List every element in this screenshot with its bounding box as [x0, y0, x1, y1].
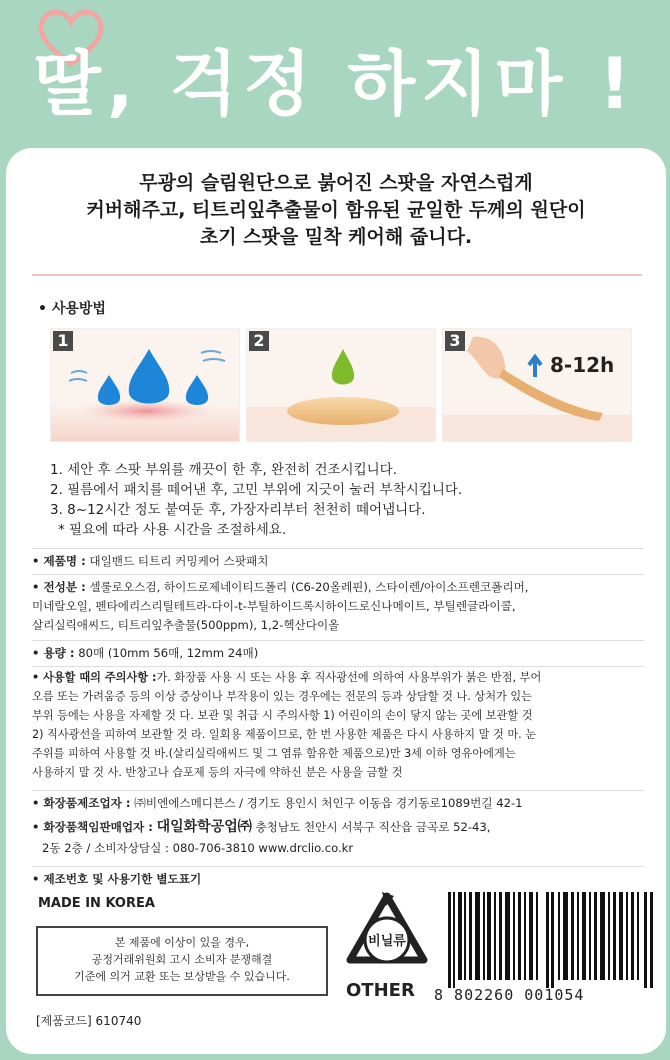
step-item: 1. 세안 후 스팟 부위를 깨끗이 한 후, 완전히 건조시킵니다. [50, 462, 397, 478]
headline: 딸, 걱정 하지마 ! [33, 43, 637, 125]
usage-panel-1 [50, 328, 240, 442]
spec-value: 충청남도 천안시 서북구 직산읍 금곡로 52-43, [255, 820, 491, 834]
made-in: MADE IN KOREA [38, 896, 155, 911]
divider [32, 548, 644, 549]
usage-panel-2 [246, 328, 436, 442]
spec-value: • 제조번호 및 사용기한 별도표기 [32, 872, 202, 886]
ingredients [32, 578, 644, 635]
spec-value: 주위를 피하여 사용할 것 바.(살리실릭애씨드 및 그 염류 함유한 제품으로)만 3세 이하 영유아에게는 [32, 747, 516, 760]
usage-title: • 사용방법 [38, 301, 106, 317]
spec-label: • 전성분 : [32, 580, 86, 594]
spec-value: 살리실릭애씨드, 티트리잎추출물(500ppm), 1,2-헥산다이올 [32, 618, 340, 632]
barcode [446, 892, 656, 988]
info-card [6, 148, 666, 1054]
spec-value: 부위 등에는 사용을 자제할 것 다. 보관 및 취급 시 주의사항 1) 어린이의 손이 닿지 않는 곳에 보관할 것 [32, 709, 533, 722]
spec-label: • 화장품책임판매업자 : [32, 820, 153, 834]
volume [32, 644, 644, 663]
usage-panel-3 [442, 328, 632, 442]
spec-value: 80매 (10mm 56매, 12mm 24매) [78, 646, 259, 660]
spec-label: • 용량 : [32, 646, 75, 660]
step-number: 2 [249, 331, 269, 351]
seller [32, 818, 644, 858]
duration-label: 8-12h [550, 353, 615, 377]
peel-patch-icon [443, 329, 632, 442]
spec-value: ㈜비엔에스메디븐스 / 경기도 용인시 처인구 이동읍 경기동로1089번길 42-1 [134, 796, 523, 810]
spec-label: • 제품명 : [32, 554, 86, 568]
recycle-label: 비닐류 [368, 934, 406, 949]
water-drops-icon [51, 329, 240, 442]
divider [32, 790, 644, 791]
recycle-icon [342, 890, 432, 990]
spec-value: 2동 2층 / 소비자상담실 : 080-706-3810 www.drclio.co.kr [42, 841, 354, 855]
product-code: [제품코드] 610740 [36, 1014, 142, 1028]
step-item: 3. 8~12시간 정도 붙여둔 후, 가장자리부터 천천히 떼어냅니다. [50, 502, 426, 518]
caution [32, 668, 644, 782]
intro-line: 무광의 슬림원단으로 붉어진 스팟을 자연스럽게 [139, 172, 533, 194]
divider [32, 574, 644, 575]
intro-text [26, 170, 646, 251]
intro-line: 커버해주고, 티트리잎추출물이 함유된 균일한 두께의 원단이 [86, 199, 586, 221]
spec-label: • 화장품제조업자 : [32, 796, 131, 810]
patch-drop-icon [247, 329, 436, 442]
divider [32, 274, 642, 276]
divider [32, 640, 644, 641]
divider [32, 666, 644, 667]
recycle-type: OTHER [346, 980, 415, 1001]
divider [32, 866, 644, 867]
spec-value: 오름 또는 가려움증 등의 이상 증상이나 부작용이 있는 경우에는 전문의 등과 상담할 것 나. 상처가 있는 [32, 690, 532, 703]
spec-value: 가. 화장품 사용 시 또는 사용 후 직사광선에 의하여 사용부위가 붉은 반점, 부어 [156, 671, 542, 684]
spec-value: 2) 직사광선을 피하여 보관할 것 라. 일회용 제품이므로, 한 번 사용한 제품은 다시 사용하지 말 것 마. 눈 [32, 728, 537, 741]
spec-label: • 사용할 때의 주의사항 : [32, 671, 157, 684]
step-note: * 필요에 따라 사용 시간을 조절하세요. [58, 522, 287, 538]
barcode-number: 8 802260 001054 [434, 986, 585, 1004]
spec-value: 셀룰로오스검, 하이드로제네이티드폴리 (C6-20올레핀), 스타이렌/아이소프렌코폴리머, [89, 580, 529, 594]
notice-line: 기준에 의거 교환 또는 보상받을 수 있습니다. [74, 970, 290, 983]
spec-value: 사용하지 말 것 사. 반창고나 습포제 등의 자극에 약하신 분은 사용을 금할 것 [32, 766, 403, 779]
spec-value: 대일밴드 티트리 커밍케어 스팟패치 [89, 554, 269, 568]
seller-brand: 대일화학공업㈜ [156, 819, 252, 835]
consumer-notice [36, 926, 328, 996]
notice-line: 본 제품에 이상이 있을 경우, [114, 936, 250, 949]
step-item: 2. 필름에서 패치를 떼어낸 후, 고민 부위에 지긋이 눌러 부착시킵니다. [50, 482, 463, 498]
spec-value: 미네랄오일, 펜타에리스리틸테트라-다이-t-부틸하이드록시하이드로신나메이트, 부틸렌글라이콜, [32, 599, 516, 613]
lot-note [32, 870, 644, 889]
notice-line: 공정거래위원회 고시 소비자 분쟁해결 [91, 953, 273, 966]
usage-steps [50, 460, 462, 540]
product-name [32, 552, 644, 571]
step-number: 1 [53, 331, 73, 351]
step-number: 3 [445, 331, 465, 351]
header [0, 0, 670, 150]
intro-line: 초기 스팟을 밀착 케어해 줍니다. [199, 226, 473, 248]
manufacturer [32, 794, 644, 813]
